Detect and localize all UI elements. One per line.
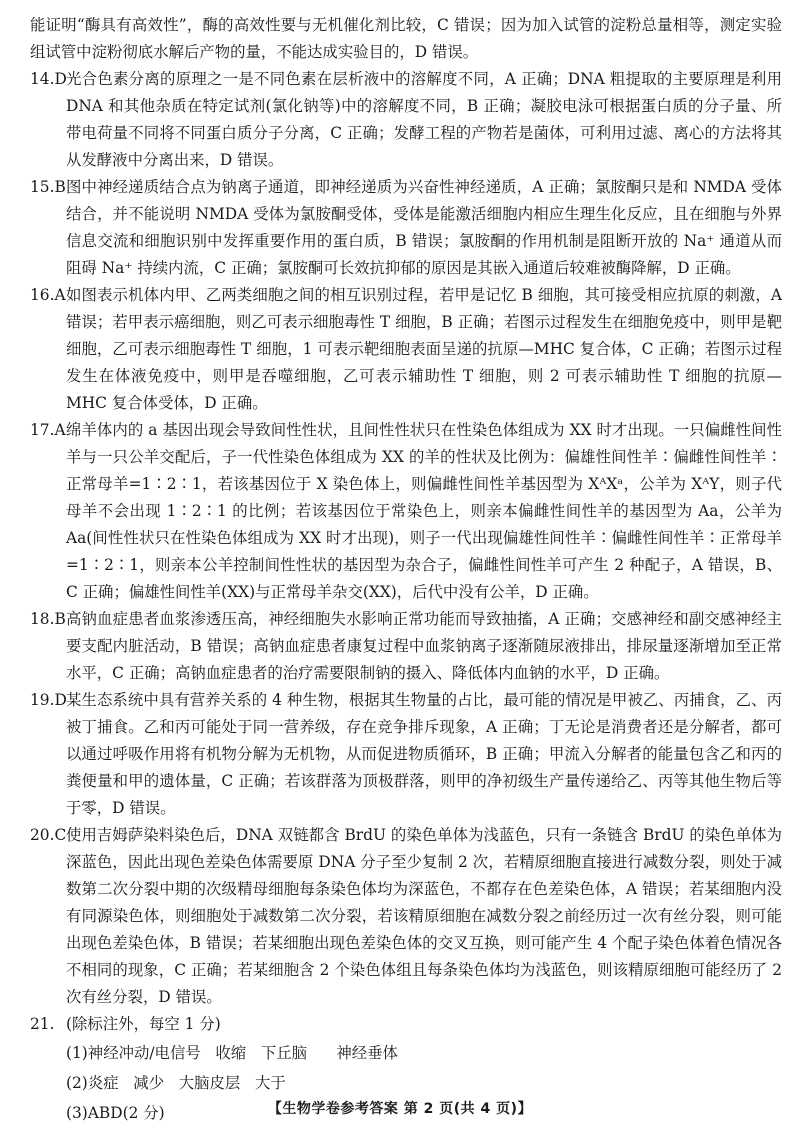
question-15 [30,174,782,282]
question-number: 19.D [30,691,67,709]
answer-letter: C [54,826,67,844]
answer-letter: A [54,286,66,304]
answer-line-2: (2)炎症 减少 大脑皮层 大于 [66,1074,286,1092]
answer-letter: D [54,691,67,709]
question-18 [30,606,782,687]
question-explanation: 使用吉姆萨染料染色后，DNA 双链都含 BrdU 的染色单体为浅蓝色，只有一条链含 BrdU 的染色单体为深蓝色，因此出现色差染色体需要原 DNA 分子至少复制 2 次，若精原细胞直接进行减数分裂，则处于减数第二次分裂中期的次级精母细胞每条染色体均为深蓝色，不都存在色差染色体，A 错误；若某细胞内没有同源染色体，则细胞处于减数第二次分裂，若该精原细胞在减数分裂之前经历过一次有丝分裂，则可能出现色差染色体，B 错误；若某细胞出现色差染色体的交叉互换，则可能产生 4 个配子染色体着色情况各不相同的现象，C 正确；若某细胞含 2 个染色体组且每条染色体均为浅蓝色，则该精原细胞可能经历了 2 次有丝分裂，D 错误。 [66,826,782,1006]
answer-letter: B [54,610,66,628]
question-16 [30,282,782,417]
answer-line-1: (1)神经冲动/电信号 收缩 下丘脑 神经垂体 [66,1044,398,1062]
question-21 [30,1011,782,1038]
question-19 [30,687,782,822]
question-number: 21. [30,1015,55,1033]
question-17 [30,417,782,606]
intro-paragraph: 能证明“酶具有高效性”，酶的高效性要与无机催化剂比较，C 错误；因为加入试管的淀粉总量相等，测定实验组试管中淀粉彻底水解后产物的量，不能达成实验目的，D 错误。 [30,16,782,61]
answer-letter: B [54,178,66,196]
page-footer: 【生物学卷参考答案 第 2 页(共 4 页)】 [267,1101,533,1117]
question-14 [30,66,782,174]
question-number: 15.B [30,178,66,196]
question-explanation: 光合色素分离的原理之一是不同色素在层析液中的溶解度不同，A 正确；DNA 粗提取的主要原理是利用 DNA 和其他杂质在特定试剂(氯化钠等)中的溶解度不同，B 正确；凝胶电泳可根据蛋白质的分子量、所带电荷量不同将不同蛋白质分子分离，C 正确；发酵工程的产物若是菌体，可利用过滤、离心的方法将其从发酵液中分离出来，D 错误。 [66,70,782,169]
question-number: 16.A [30,286,66,304]
answer-letter: A [54,421,66,439]
question-explanation: 绵羊体内的 a 基因出现会导致间性性状，且间性性状只在性染色体组成为 XX 时才出现。一只偏雌性间性羊与一只公羊交配后，子一代性染色体组成为 XX 的羊的性状及比例为：偏雄性间性羊∶偏雌性间性羊∶正常母羊=1∶2∶1，若该基因位于 X 染色体上，则偏雌性间性羊基因型为 XᴬXᵃ，公羊为 XᴬY，则子代母羊不会出现 1∶2∶1 的比例；若该基因位于常染色上，则亲本偏雌性间性羊的基因型为 Aa，公羊为 Aa(间性性状只在性染色体组成为 XX 时才出现)，则子一代出现偏雄性间性羊∶偏雌性间性羊∶正常母羊=1∶2∶1，则亲本公羊控制间性性状的基因型为杂合子，偏雌性间性羊可产生 2 种配子，A 错误，B、C 正确；偏雄性间性羊(XX)与正常母羊杂交(XX)，后代中没有公羊，D 正确。 [66,421,782,601]
question-number: 18.B [30,610,66,628]
question-explanation: 图中神经递质结合点为钠离子通道，即神经递质为兴奋性神经递质，A 正确；氯胺酮只是和 NMDA 受体结合，并不能说明 NMDA 受体为氯胺酮受体，受体是能激活细胞内相应生理生化反应，且在细胞与外界信息交流和细胞识别中发挥重要作用的蛋白质，B 错误；氯胺酮的作用机制是阻断开放的 Na⁺ 通道从而阻碍 Na⁺ 持续内流，C 正确；氯胺酮可长效抗抑郁的原因是其嵌入通道后较难被酶降解，D 正确。 [66,178,782,277]
question-explanation: 某生态系统中具有营养关系的 4 种生物，根据其生物量的占比，最可能的情况是甲被乙、丙捕食，乙、丙被丁捕食。乙和丙可能处于同一营养级，存在竞争排斥现象，A 正确；丁无论是消费者还是分解者，都可以通过呼吸作用将有机物分解为无机物，从而促进物质循环，B 正确；甲流入分解者的能量包含乙和丙的粪便量和甲的遗体量，C 正确；若该群落为顶极群落，则甲的净初级生产量传递给乙、丙等其他生物后等于零，D 错误。 [66,691,782,817]
answer-line-3: (3)ABD(2 分) [66,1104,165,1122]
question-number: 14.D [30,70,67,88]
answer-page [30,12,782,1128]
question-number: 17.A [30,421,66,439]
question-20 [30,822,782,1011]
question-number: 20.C [30,826,67,844]
answer-letter: D [54,70,67,88]
scoring-note: (除标注外，每空 1 分) [66,1015,221,1033]
question-explanation: 如图表示机体内甲、乙两类细胞之间的相互识别过程，若甲是记忆 B 细胞，其可接受相应抗原的刺激，A 错误；若甲表示癌细胞，则乙可表示细胞毒性 T 细胞，B 正确；若图示过程发生在细胞免疫中，则甲是靶细胞，乙可表示细胞毒性 T 细胞，1 可表示靶细胞表面呈递的抗原—MHC 复合体，C 正确；若图示过程发生在体液免疫中，则甲是吞噬细胞，乙可表示辅助性 T 细胞，则 2 可表示辅助性 T 细胞的抗原—MHC 复合体受体，D 正确。 [66,286,782,412]
question-explanation: 高钠血症患者血浆渗透压高，神经细胞失水影响正常功能而导致抽搐，A 正确；交感神经和副交感神经主要支配内脏活动，B 错误；高钠血症患者康复过程中血浆钠离子逐渐随尿液排出，排尿量逐渐增加至正常水平，C 正确；高钠血症患者的治疗需要限制钠的摄入、降低体内血钠的水平，D 正确。 [66,610,782,682]
